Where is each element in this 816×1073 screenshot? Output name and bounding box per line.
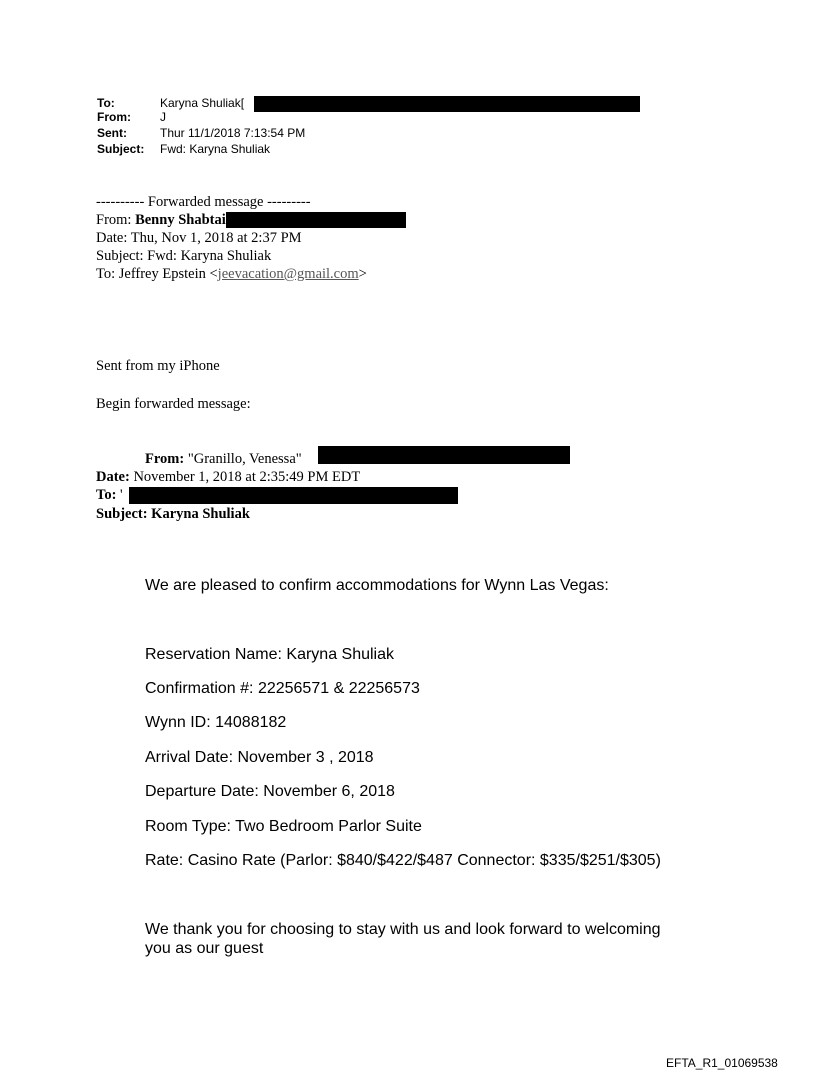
arrival-date: Arrival Date: November 3 , 2018 — [145, 749, 374, 766]
reservation-name: Reservation Name: Karyna Shuliak — [145, 646, 395, 663]
forwarded-to-line: To: Jeffrey Epstein <jeevacation@gmail.com> — [96, 266, 367, 282]
forwarded-from-line: From: Benny Shabtai — [96, 212, 226, 228]
closing-line-2: you as our guest — [145, 940, 264, 957]
forwarded2-date-line: Date: November 1, 2018 at 2:35:49 PM EDT — [96, 469, 361, 485]
document-id: EFTA_R1_01069538 — [666, 1056, 778, 1070]
forwarded-divider: ---------- Forwarded message --------- — [96, 194, 311, 210]
rate: Rate: Casino Rate (Parlor: $840/$422/$487 Connector: $335/$251/$305) — [145, 852, 661, 869]
redaction-bar — [318, 446, 570, 464]
room-type: Room Type: Two Bedroom Parlor Suite — [145, 818, 422, 835]
redaction-bar — [226, 212, 406, 228]
header-sent-label: Sent: — [97, 126, 127, 140]
forwarded2-to-line: To: ' — [96, 487, 123, 503]
sent-from-iphone: Sent from my iPhone — [96, 358, 220, 374]
confirmation-number: Confirmation #: 22256571 & 22256573 — [145, 680, 420, 697]
redaction-bar — [129, 487, 458, 504]
begin-forwarded-label: Begin forwarded message: — [96, 396, 251, 412]
closing-line-1: We thank you for choosing to stay with us and look forward to welcoming — [145, 921, 661, 938]
header-subject-label: Subject: — [97, 142, 145, 156]
header-from-value: J — [160, 110, 166, 124]
header-sent-value: Thur 11/1/2018 7:13:54 PM — [160, 126, 306, 140]
forwarded-subject-line: Subject: Fwd: Karyna Shuliak — [96, 248, 272, 264]
forwarded2-from-line: From: "Granillo, Venessa" — [145, 451, 302, 467]
departure-date: Departure Date: November 6, 2018 — [145, 783, 395, 800]
header-from-label: From: — [97, 110, 131, 124]
header-subject-value: Fwd: Karyna Shuliak — [160, 142, 271, 156]
email-link[interactable]: jeevacation@gmail.com — [217, 266, 359, 282]
intro-text: We are pleased to confirm accommodations for Wynn Las Vegas: — [145, 577, 609, 594]
forwarded2-subject-line: Subject: Karyna Shuliak — [96, 506, 250, 522]
redaction-bar — [254, 96, 640, 112]
forwarded-date-line: Date: Thu, Nov 1, 2018 at 2:37 PM — [96, 230, 302, 246]
header-to-label: To: — [97, 96, 115, 110]
wynn-id: Wynn ID: 14088182 — [145, 714, 287, 731]
header-to-value: Karyna Shuliak[ — [160, 96, 245, 110]
